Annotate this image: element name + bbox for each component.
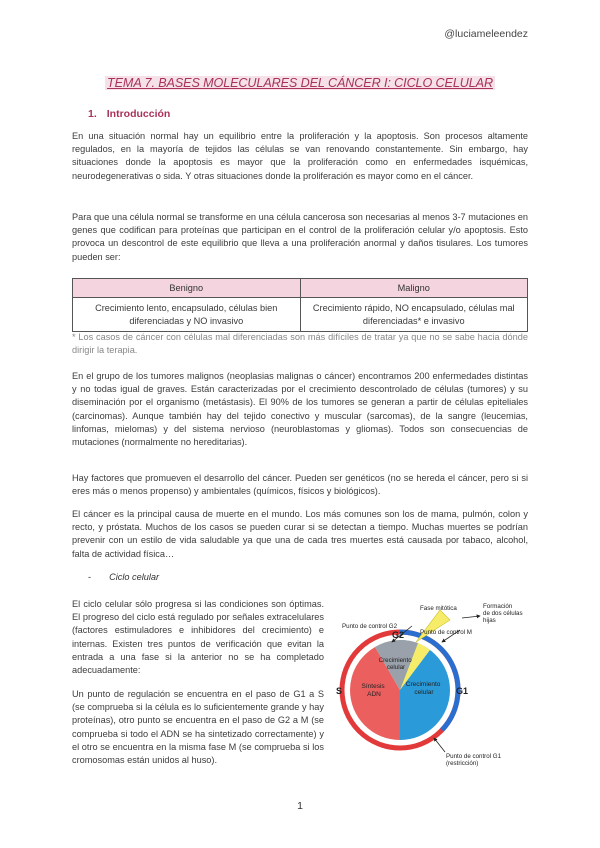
label-sintesis-1: Síntesis (361, 683, 385, 690)
label-punto-g1 (446, 753, 503, 767)
g1-checkpoint-arrow (434, 738, 445, 752)
label-g2: G2 (392, 630, 405, 640)
label-formacion (483, 603, 524, 624)
label-crec-g1-1: Crecimiento (405, 681, 441, 688)
paragraph-4: Hay factores que promueven el desarrollo del cáncer. Pueden ser genéticos (no se hereda el cáncer, pero si si eres más o menos propenso) y ambientales (químicos, físicos y biológicos). (72, 473, 528, 497)
label-punto-m: Punto de control M (420, 629, 472, 636)
table-cell-maligno: Crecimiento rápido, NO encapsulado, células mal diferenciadas* e invasivo (300, 298, 528, 332)
section-number: 1. (88, 108, 97, 120)
table-row (73, 298, 528, 332)
subsection-label: Ciclo celular (109, 572, 160, 582)
page-title-text: TEMA 7. BASES MOLECULARES DEL CÁNCER I: CICLO CELULAR (107, 76, 493, 90)
paragraph-6: El ciclo celular sólo progresa si las condiciones son óptimas. El progreso del ciclo está regulado por señales extracelulares (factores estimuladores e inhibidores del crecimiento) e internas. Existen tres puntos de verificación que evitan la entrada a una fase si la anterior no se ha completado adecuadamente: (72, 599, 324, 676)
label-sintesis-2: ADN (367, 691, 381, 698)
label-crec-g2-1: Crecimiento (378, 657, 412, 664)
list-dash: - (88, 572, 92, 582)
author-handle: @luciameleendez (444, 28, 528, 40)
section-heading (88, 108, 170, 120)
label-formacion-2: de dos células (483, 610, 523, 617)
formation-arrow (462, 616, 480, 618)
table-header-maligno: Maligno (300, 279, 528, 298)
mitotic-wedge (416, 610, 450, 642)
table-header-row (73, 279, 528, 298)
page-number: 1 (297, 800, 303, 812)
cell-cycle-diagram (330, 602, 530, 782)
tumor-table (72, 278, 528, 332)
paragraph-7: Un punto de regulación se encuentra en el paso de G1 a S (se comprueba si la célula es lo suficientemente grande y hay proteínas), otro punto se encuentra en el paso de G2 a M (se comprueba si todo el ADN se ha sintetizado correctamente) y el otro se encuentra en la misma fase M (se comprueba si los cromosomas están unidos al huso). (72, 689, 324, 766)
subsection-heading (88, 572, 159, 582)
table-footnote: * Los casos de cáncer con células mal diferenciadas son más difíciles de tratar ya que no se sabe hacia dónde dirigir la terapia. (72, 332, 528, 356)
label-s: S (336, 686, 343, 696)
paragraph-3: En el grupo de los tumores malignos (neoplasias malignas o cáncer) encontramos 200 enfermedades distintas y no todas igual de graves. Están caracterizadas por el crecimiento descontrolado de células (tumores) y su diseminación por el organismo (metástasis). El 90% de los tumores se generan a partir de células epiteliales (carcinomas). Aunque también hay del tejido conectivo y muscular (sarcomas), de la sangre (leucemias, linfomas, mielomas) y del sistema nervioso (neuroblastomas y gliomas). Todos son consecuencias de mutaciones (normalmente no hereditarias). (72, 371, 528, 448)
table-header-benigno: Benigno (73, 279, 301, 298)
label-crec-g1-2: celular (414, 689, 434, 696)
label-punto-g1-1: Punto de control G1 (446, 753, 502, 760)
label-formacion-3: hijas (483, 617, 496, 624)
label-crec-g2-2: celular (386, 664, 406, 671)
paragraph-2: Para que una célula normal se transforme en una célula cancerosa son necesarias al menos 3-7 mutaciones en genes que codifican para proteínas que participan en el control de la proliferación celular y/o apoptosis. Esto provoca un descontrol de este equilibrio que lleva a una proliferación anormal y daños tisulares. Los tumores pueden ser: (72, 212, 528, 262)
label-punto-g1-2: (restricción) (446, 760, 479, 767)
label-punto-g2: Punto de control G2 (342, 623, 398, 630)
label-fase-mitotica: Fase mitótica (420, 605, 457, 612)
section-label: Introducción (106, 108, 171, 120)
page-title (0, 76, 600, 90)
paragraph-5: El cáncer es la principal causa de muerte en el mundo. Los más comunes son los de mama, pulmón, colon y recto, y próstata. Muchos de los casos se pueden curar si se detectan a tiempo. Muchas muertes se podrían prevenir con un estilo de vida saludable ya que una de cada tres muertes está causada por tabaco, alcohol, falta de actividad física… (72, 509, 528, 559)
table-cell-benigno: Crecimiento lento, encapsulado, células bien diferenciadas y NO invasivo (73, 298, 301, 332)
label-formacion-1: Formación (483, 603, 513, 610)
paragraph-1: En una situación normal hay un equilibrio entre la proliferación y la apoptosis. Son procesos altamente regulados, en la mayoría de tejidos las células se van renovando constantemente. Sin embargo, hay situaciones donde la apoptosis es mayor que la proliferación como en enfermedades isquémicas, neurodegenerativas o sida. Y otras situaciones donde la proliferación es mayor como en el cáncer. (72, 131, 528, 181)
label-g1: G1 (456, 686, 469, 696)
